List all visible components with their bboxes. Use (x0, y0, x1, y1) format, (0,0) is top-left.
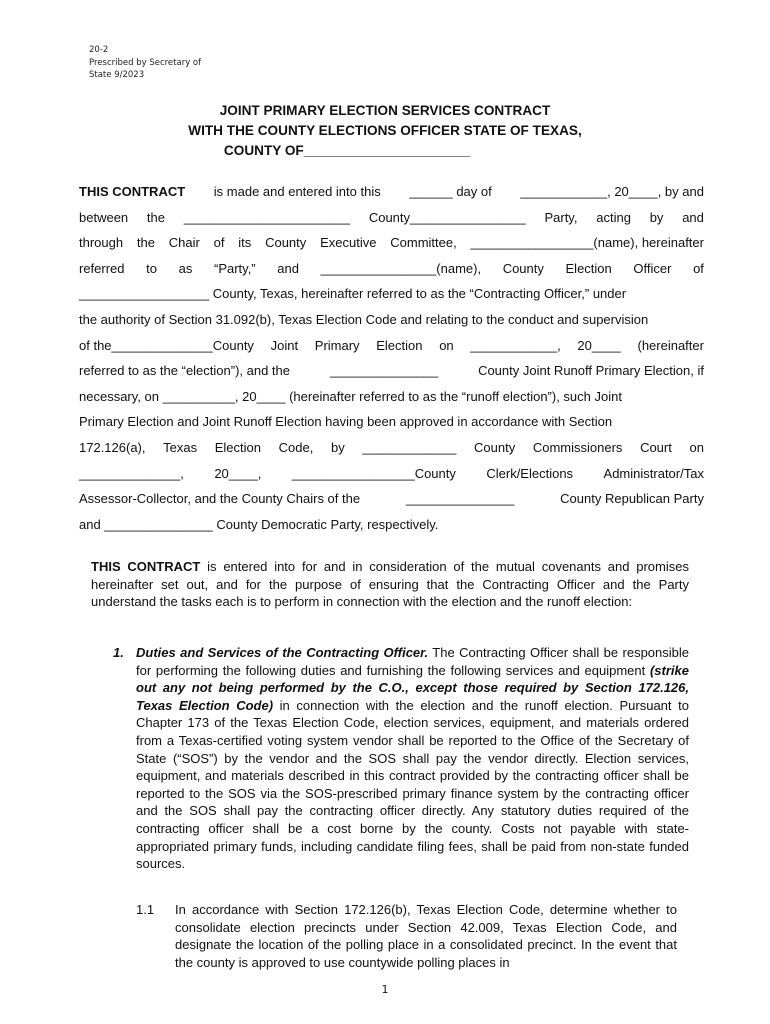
intro-segment: 172.126(a), (79, 439, 146, 455)
document-title (0, 101, 770, 161)
intro-segment: (hereinafter (637, 337, 704, 353)
section-1-heading: Duties and Services of the Contracting Officer. (136, 645, 429, 660)
intro-segment: Code, (278, 439, 314, 455)
intro-segment: _________________County (291, 465, 456, 481)
intro-segment: by (330, 439, 345, 455)
intro-line (79, 463, 704, 489)
intro-line (79, 411, 704, 437)
intro-segment: ____________, 20____, by and (520, 184, 704, 199)
intro-segment: referred (79, 260, 125, 276)
intro-segment: the (136, 235, 155, 251)
intro-segment: to (146, 260, 157, 276)
intro-segment: Administrator/Tax (603, 465, 704, 481)
intro-segment: Officer (633, 260, 672, 276)
section-1-number: 1. (113, 645, 124, 660)
intro-segment: ____________, (470, 337, 561, 353)
intro-segment: _______________ (329, 363, 439, 379)
intro-line (79, 335, 704, 361)
intro-segment: County________________ (368, 209, 526, 225)
intro-segment: acting (596, 209, 631, 225)
intro-segment: its (238, 235, 252, 251)
intro-segment: _______________________ (183, 209, 351, 225)
intro-segment: Joint (270, 337, 299, 353)
intro-line (79, 514, 704, 540)
form-identifier (89, 44, 201, 82)
prescribed-date: State 9/2023 (89, 70, 145, 80)
intro-segment: Texas (163, 439, 198, 455)
section-1 (113, 644, 689, 873)
prescribed-by: Prescribed by Secretary of (89, 57, 202, 68)
intro-segment: necessary, on __________, 20____ (hereinafter referred to as the “runoff election”), such Joint (79, 388, 622, 404)
intro-segment: County Joint Runoff Primary Election, if (478, 363, 704, 379)
intro-segment: __________________ County, Texas, hereinafter referred to as the “Contracting Officer,” under (79, 286, 627, 302)
intro-segment: is made and entered into this (213, 184, 381, 199)
subsection-1-1-number: 1.1 (136, 902, 155, 917)
intro-segment: by (649, 209, 664, 225)
intro-segment: through (79, 235, 124, 251)
intro-segment: “Party,” (213, 260, 256, 276)
intro-segment: _____________ (362, 439, 457, 455)
consideration-lead: THIS CONTRACT (91, 559, 201, 574)
contract-lead: THIS CONTRACT (79, 184, 186, 199)
intro-segment: Assessor-Collector, and the County Chairs of the (79, 491, 361, 507)
title-line-1: JOINT PRIMARY ELECTION SERVICES CONTRACT (219, 103, 551, 118)
intro-segment: Executive (320, 235, 377, 251)
intro-paragraph (79, 181, 704, 539)
subsection-1-1-text: In accordance with Section 172.126(b), Texas Election Code, determine whether to consolidate election precincts under Section 42.009, Texas Election Code, and designate the location of the polling place in a consolidated precinct. In the event that the county is approved to use countywide polling places in (175, 902, 677, 970)
page-number: 1 (381, 983, 389, 996)
intro-segment: on (439, 337, 454, 353)
intro-segment: the authority of Section 31.092(b), Texas Election Code and relating to the conduct and supervision (79, 311, 649, 327)
title-line-3: COUNTY OF______________________ (223, 143, 471, 158)
intro-line (79, 488, 704, 514)
intro-segment: and (682, 209, 704, 225)
intro-segment: of the______________County (79, 337, 254, 353)
intro-segment: County Republican Party (560, 491, 704, 507)
intro-line (79, 207, 704, 233)
intro-segment: and _______________ County Democratic Party, respectively. (79, 516, 439, 532)
intro-segment: 20____, (214, 465, 262, 481)
intro-segment: Chair (168, 235, 200, 251)
intro-segment: _________________(name), hereinafter (470, 235, 704, 251)
title-line-2: WITH THE COUNTY ELECTIONS OFFICER STATE OF TEXAS, (188, 123, 582, 138)
intro-segment: Committee, (390, 235, 457, 251)
intro-segment: referred to as the “election”), and the (79, 363, 291, 379)
intro-segment: of (213, 235, 225, 251)
subsection-1-1 (136, 901, 677, 971)
intro-segment: Commissioners (532, 439, 623, 455)
intro-line (79, 309, 704, 335)
form-number: 20-2 (89, 45, 109, 55)
intro-segment: as (178, 260, 193, 276)
consideration-text: is entered into for and in consideration of the mutual covenants and promises hereinafter set out, and for the purpose of ensuring that the Contracting Officer and the Party understand the tasks each is to perform in connection with the election and the runoff election: (91, 559, 689, 610)
intro-line (79, 386, 704, 412)
consideration-paragraph (91, 558, 689, 611)
intro-line (79, 258, 704, 284)
intro-segment: Party, (544, 209, 578, 225)
intro-segment: 20____ (577, 337, 621, 353)
section-1-body (136, 644, 689, 873)
section-1-text-b: in connection with the election and the runoff election. Pursuant to Chapter 173 of the Texas Election Code, election services, equipment, and materials ordered from a Texas-certified voting system vendor shall be reported to the Office of the Secretary of State (“SOS”) by the vendor and the SOS shall pay the vendor directly. Election services, equipment, and materials described in this contract provided by the contracting officer shall be reported to the SOS via the SOS-prescribed primary finance system by the contracting officer and the SOS shall pay the contracting officer directly. Any statutory duties required of the contracting officer shall be a cost borne by the county. Costs not payable with state-appropriated primary funds, including candidate filing fees, shall be paid from non-state funded sources. (136, 697, 689, 872)
intro-line (79, 232, 704, 258)
intro-segment: County (265, 235, 307, 251)
intro-line (79, 360, 704, 386)
intro-segment: Election (376, 337, 423, 353)
intro-segment: ______________, (79, 465, 184, 481)
intro-segment: County (502, 260, 544, 276)
intro-segment: Primary (314, 337, 360, 353)
intro-segment: ________________(name), (320, 260, 482, 276)
intro-segment: Election (565, 260, 612, 276)
intro-line (79, 437, 704, 463)
intro-segment: _______________ (405, 491, 515, 507)
intro-segment: of (693, 260, 704, 276)
strike-out-note: (strike out any not being performed by the C.O., except those required by Section 172.126, Texas Election Code) (136, 662, 689, 713)
section-1-text-a: The Contracting Officer shall be responsible for performing the following duties and furnishing the following services and equipment (136, 645, 690, 678)
intro-segment: on (689, 439, 704, 455)
intro-segment: the (146, 209, 165, 225)
intro-segment: Court (640, 439, 672, 455)
intro-line (79, 283, 704, 309)
intro-segment: Election (214, 439, 261, 455)
intro-segment: between (79, 209, 129, 225)
intro-segment: County (474, 439, 516, 455)
intro-segment: and (277, 260, 299, 276)
intro-segment: Clerk/Elections (486, 465, 574, 481)
intro-line (79, 181, 704, 207)
intro-segment: Primary Election and Joint Runoff Election having been approved in accordance with Section (79, 414, 613, 430)
intro-segment: ______ day of (409, 184, 492, 199)
